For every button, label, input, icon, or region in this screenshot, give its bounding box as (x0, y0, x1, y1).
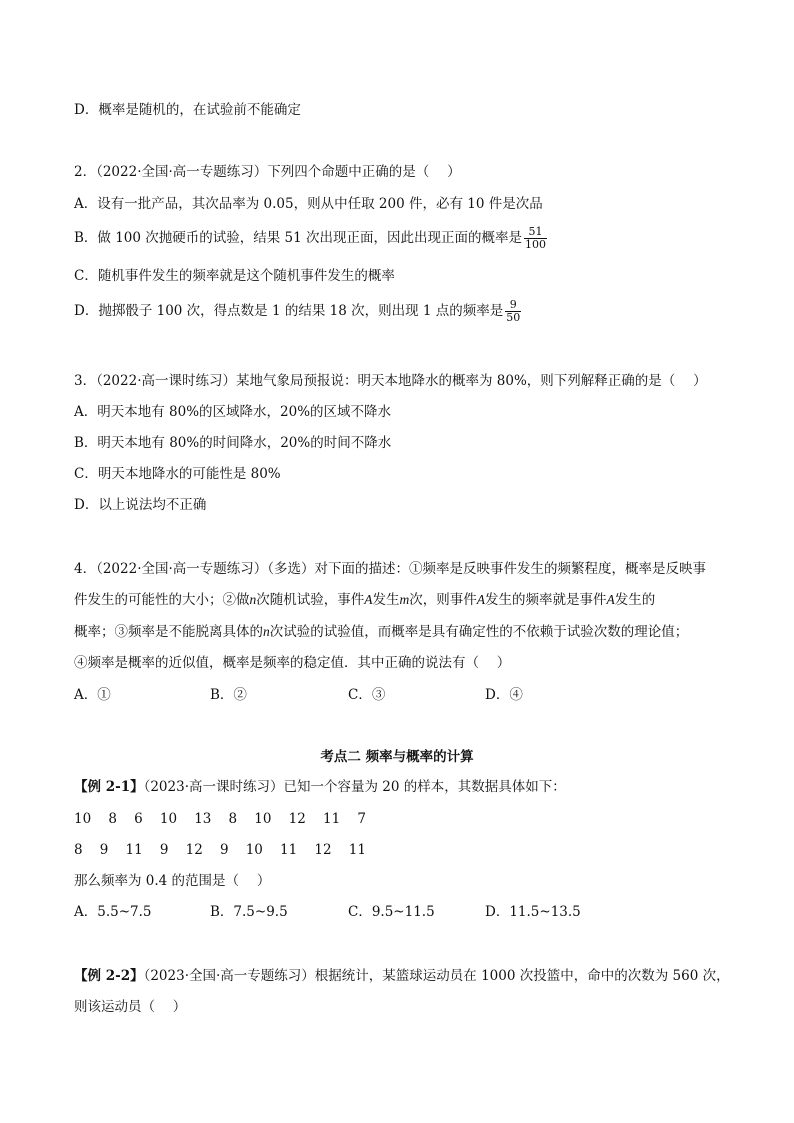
ex21-stem (74, 778, 566, 796)
math-var: m (399, 592, 410, 607)
q2-option-c: C．随机事件发生的频率就是这个随机事件发生的概率 (74, 268, 395, 284)
q4-line-4: ④频率是概率的近似值，概率是频率的稳定值．其中正确的说法有（ ） (74, 655, 511, 671)
math-var: A (606, 592, 615, 607)
q3-option-c: C．明天本地降水的可能性是 80% (74, 466, 281, 482)
q2-option-d-fraction (505, 299, 521, 324)
q2-stem: 2．（2022·全国·高一专题练习）下列四个命题中正确的是（ ） (74, 164, 461, 180)
q4-option-a: A．① (74, 687, 111, 703)
ex22-stem-text: （2023·全国·高一专题练习）根据统计，某篮球运动员在 1000 次投篮中，命中的次数为 560 次， (143, 968, 730, 984)
q4-line-3 (74, 623, 688, 641)
ex22-line-2: 则该运动员（ ） (74, 999, 187, 1015)
ex21-data-row-1: 10 8 6 10 13 8 10 12 11 7 (74, 811, 366, 827)
ex21-question: 那么频率为 0.4 的范围是（ ） (74, 873, 271, 889)
fraction-numerator: 51 (528, 225, 543, 238)
q4-line-1: 4．（2022·全国·高一专题练习）（多选）对下面的描述：①频率是反映事件发生的频繁程度，概率是反映事 (74, 561, 707, 577)
ex21-option-c: C．9.5~11.5 (348, 904, 435, 920)
q2-option-d-text: D．抛掷骰子 100 次，得点数是 1 的结果 18 次，则出现 1 点的频率是 (74, 303, 504, 319)
q3-option-d: D．以上说法均不正确 (74, 497, 207, 513)
fraction-denominator: 100 (525, 238, 547, 251)
ex21-option-b: B．7.5~9.5 (210, 904, 288, 920)
ex21-stem-text: （2023·高一课时练习）已知一个容量为 20 的样本，其数据具体如下： (143, 779, 566, 795)
q2-option-b-fraction (524, 226, 547, 251)
fraction-numerator: 9 (509, 298, 517, 311)
math-var: n (249, 592, 257, 607)
q4-text: 次随机试验，事件 (256, 592, 365, 608)
q4-text: 发生的频率就是事件 (485, 592, 607, 608)
ex22-label: 【例 2-2】 (74, 968, 144, 984)
q3-stem: 3．（2022·高一课时练习）某地气象局预报说：明天本地降水的概率为 80%，则下列解释正确的是（ ） (74, 373, 707, 389)
section-heading: 考点二 频率与概率的计算 (320, 749, 474, 765)
q2-option-b (74, 226, 547, 251)
q4-text: 件发生的可能性的大小；②做 (74, 592, 250, 608)
ex21-label: 【例 2-1】 (74, 779, 144, 795)
math-var: A (364, 592, 373, 607)
ex21-option-a: A．5.5~7.5 (74, 904, 152, 920)
ex22-stem (74, 967, 730, 985)
fraction-denominator: 50 (506, 311, 521, 324)
math-var: A (476, 592, 485, 607)
q2-option-d (74, 299, 521, 324)
math-var: n (263, 624, 270, 639)
q2-option-a: A．设有一批产品，其次品率为 0.05，则从中任取 200 件，必有 10 件是次品 (74, 196, 543, 212)
ex21-data-row-2: 8 9 11 9 12 9 10 11 12 11 (74, 842, 366, 858)
q4-option-d: D．④ (485, 687, 523, 703)
q4-option-c: C．③ (348, 687, 386, 703)
q3-option-a: A．明天本地有 80%的区域降水，20%的区域不降水 (74, 404, 392, 420)
q4-text: 概率；③频率是不能脱离具体的 (74, 624, 263, 640)
q4-text: 次，则事件 (409, 592, 477, 608)
q4-text: 发生 (372, 592, 400, 608)
q4-text: 发生的 (614, 592, 656, 608)
q3-option-b: B．明天本地有 80%的时间降水，20%的时间不降水 (74, 435, 392, 451)
q2-option-b-text: B．做 100 次抛硬币的试验，结果 51 次出现正面，因此出现正面的概率是 (74, 230, 523, 246)
q4-line-2 (74, 591, 655, 609)
q4-option-b: B．② (210, 687, 247, 703)
ex21-option-d: D．11.5~13.5 (485, 904, 581, 920)
q4-text: 次试验的试验值，而概率是具有确定性的不依赖于试验次数的理论值； (269, 624, 689, 640)
q1-option-d: D．概率是随机的，在试验前不能确定 (74, 102, 301, 118)
